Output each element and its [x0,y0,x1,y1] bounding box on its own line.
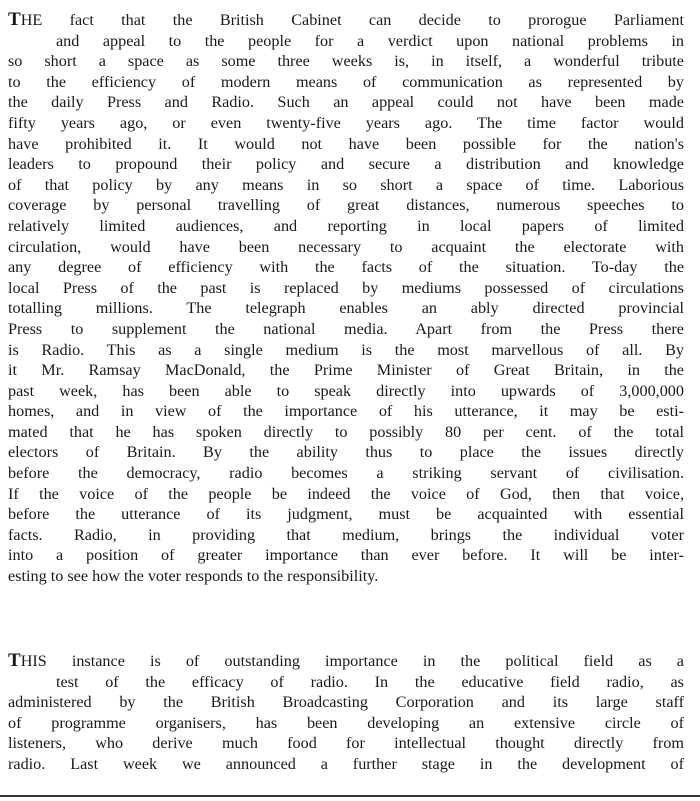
text-line: administered by the British Broadcasting Corporation and its large staff [8,693,684,712]
bottom-rule [0,795,700,797]
text-line: circulation, would have been necessary to acquaint the electorate with [8,237,684,256]
text-line: of that policy by any means in so short a space of time. Laborious [8,175,684,194]
text-line: test of the efficacy of radio. In the educative field radio, as [56,672,684,691]
paragraph-1 [8,10,684,587]
text-line: into a position of greater importance than ever before. It will be inter- [8,546,684,565]
drop-cap: T [8,10,21,30]
text-line: THIS instance is of outstanding importance in the political field as a [8,651,684,671]
text-line: totalling millions. The telegraph enables an ably directed provincial [8,299,684,318]
text-line: fifty years ago, or even twenty-five years ago. The time factor would [8,113,684,132]
text-line: electors of Britain. By the ability thus to place the issues directly [8,443,684,462]
text-line: any degree of efficiency with the facts of the situation. To-day the [8,258,684,277]
text-line: past week, has been able to speak directly into upwards of 3,000,000 [8,381,684,400]
text-line: Press to supplement the national media. Apart from the Press there [8,319,684,338]
text-line: leaders to propound their policy and secure a distribution and knowledge [8,155,684,174]
text-line: radio. Last week we announced a further stage in the development of [8,754,684,773]
text-line: it Mr. Ramsay MacDonald, the Prime Minister of Great Britain, in the [8,361,684,380]
text-line: of programme organisers, has been developing an extensive circle of [8,713,684,732]
text-line: coverage by personal travelling of great distances, numerous speeches to [8,196,684,215]
text-line: relatively limited audiences, and reporting in local papers of limited [8,216,684,235]
text-line: esting to see how the voter responds to the responsibility. [8,567,379,586]
text-line: to the efficiency of modern means of communication as represented by [8,72,684,91]
text-line: have prohibited it. It would not have been possible for the nation's [8,134,684,153]
text-line: before the democracy, radio becomes a striking servant of civilisation. [8,464,684,483]
drop-cap: T [8,651,21,671]
text-line: listeners, who derive much food for intellectual thought directly from [8,734,684,753]
text-line: and appeal to the people for a verdict upon national problems in [56,31,684,50]
text-line: mated that he has spoken directly to possibly 80 per cent. of the total [8,422,684,441]
text-line: the daily Press and Radio. Such an appeal could not have been made [8,93,684,112]
text-line: homes, and in view of the importance of his utterance, it may be esti- [8,402,684,421]
text-line: so short a space as some three weeks is, in itself, a wonderful tribute [8,52,684,71]
text-line: local Press of the past is replaced by mediums possessed of circulations [8,278,684,297]
text-line: before the utterance of its judgment, must be acquainted with essential [8,505,684,524]
text-line: facts. Radio, in providing that medium, brings the individual voter [8,525,684,544]
text-line: THE fact that the British Cabinet can decide to prorogue Parliament [8,10,684,30]
text-line: If the voice of the people be indeed the voice of God, then that voice, [8,484,684,503]
text-line: is Radio. This as a single medium is the most marvellous of all. By [8,340,684,359]
paragraph-2 [8,651,684,775]
